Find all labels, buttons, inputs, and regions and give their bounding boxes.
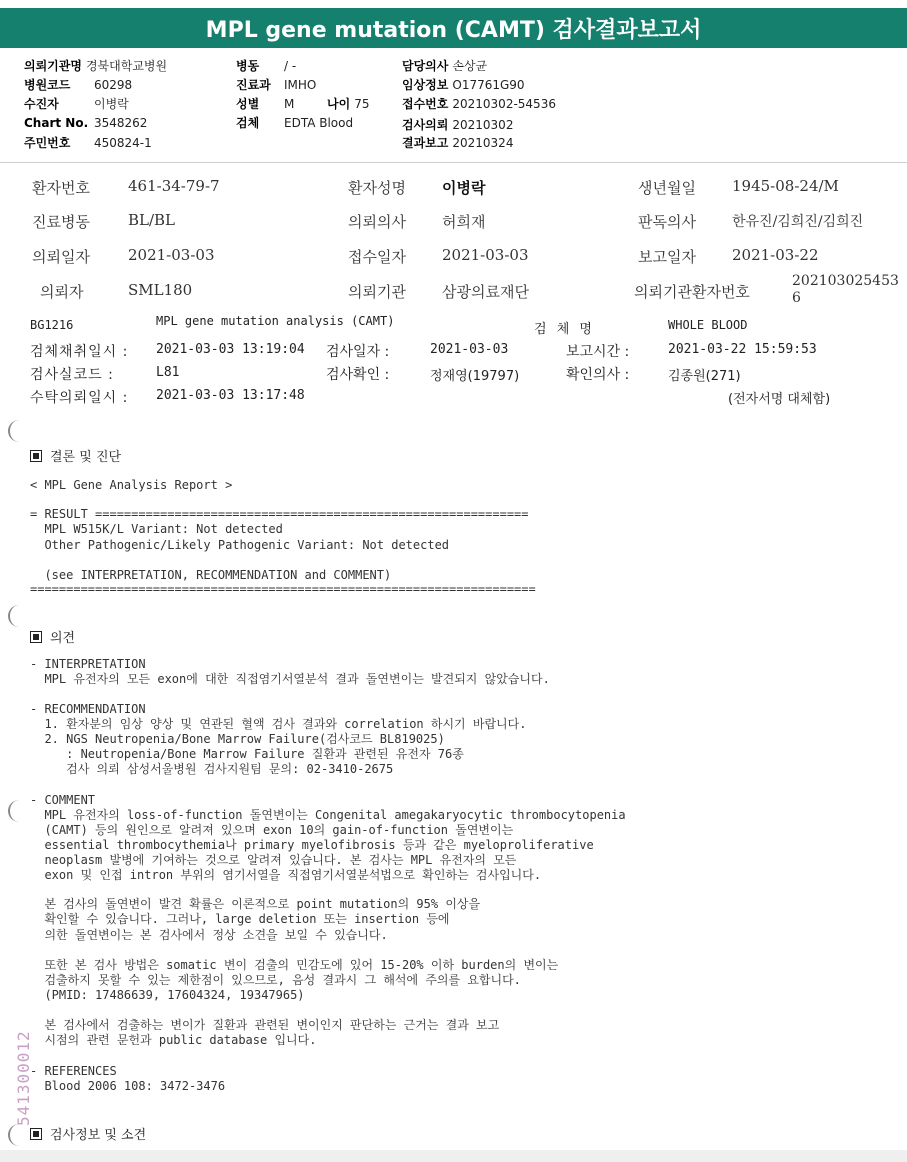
reqday-label: 의뢰일자 <box>32 248 90 266</box>
exam-label: 검사일자 : <box>326 344 390 360</box>
opinion-line: 의한 돌연변이는 본 검사에서 정상 소견을 보일 수 있습니다. <box>30 928 388 942</box>
chart-label: Chart No. <box>24 116 89 130</box>
opinion-line: - REFERENCES <box>30 1064 117 1078</box>
report-time-value: 2021-03-22 15:59:53 <box>668 342 817 357</box>
binding-curl-mark <box>8 420 20 442</box>
recday-label: 접수일자 <box>348 248 406 266</box>
collect-label: 검체채취일시 : <box>30 344 129 360</box>
test-name: MPL gene mutation analysis (CAMT) <box>156 314 395 328</box>
name-label: 환자성명 <box>348 179 406 197</box>
report-line: (see INTERPRETATION, RECOMMENDATION and COMMENT) <box>30 568 392 582</box>
inst-label: 의뢰기관 <box>348 283 406 301</box>
opinion-line: Blood 2006 108: 3472-3476 <box>30 1079 226 1093</box>
opinion-line: 확인할 수 있습니다. 그러나, large deletion 또는 insertion 등에 <box>30 912 450 926</box>
opinion-line: essential thrombocythemia나 primary myelofibrosis 등과 같은 myeloproliferative <box>30 838 594 852</box>
pward-value: BL/BL <box>128 211 176 229</box>
opinion-line: 본 검사의 돌연변이 발견 확률은 이론적으로 point mutation의 95% 이상을 <box>30 897 481 911</box>
hospital-code-label: 병원코드 <box>24 78 71 92</box>
section-conclusion <box>30 446 121 465</box>
report-title: MPL gene mutation (CAMT) 검사결과보고서 <box>205 17 702 43</box>
section-box-icon <box>30 631 42 643</box>
resident-value: 450824-1 <box>94 136 152 150</box>
clinical-row <box>402 76 525 93</box>
report-line: Other Pathogenic/Likely Pathogenic Variant: Not detected <box>30 538 450 552</box>
confirm-doc-label: 확인의사 : <box>566 367 630 383</box>
section-opinion-title: 의견 <box>50 631 76 646</box>
opinion-line: MPL 유전자의 loss-of-function 돌연변이는 Congenital amegakaryocytic thrombocytopenia <box>30 808 626 822</box>
hospital-code-value: 60298 <box>94 78 133 92</box>
ward-value: / - <box>284 59 297 73</box>
side-number: 541300012 <box>14 1030 33 1126</box>
req-date-label: 검사의뢰 <box>402 118 449 132</box>
opinion-line: (CAMT) 등의 원인으로 알려져 있으며 exon 10의 gain-of-function 돌연변이는 <box>30 823 514 837</box>
receiver-label: 수진자 <box>24 97 59 111</box>
report-line: ====================================================================== <box>30 582 536 596</box>
section-info <box>30 1124 146 1143</box>
hospital-value: 경북대학교병원 <box>85 59 168 73</box>
reqdoc-label: 의뢰의사 <box>348 213 406 231</box>
chart-row <box>24 116 147 130</box>
binding-curl-mark <box>8 605 20 627</box>
reqdoc-value: 허희재 <box>442 213 486 231</box>
requester-label: 의뢰자 <box>40 283 84 301</box>
req-date-value: 20210302 <box>452 118 514 132</box>
doctor-value: 손상균 <box>452 59 488 73</box>
section-info-title: 검사정보 및 소견 <box>50 1128 147 1143</box>
exam-value: 2021-03-03 <box>430 342 509 357</box>
specimen-label: 검체 <box>236 116 260 130</box>
resident-label: 주민번호 <box>24 136 71 150</box>
repday-label: 보고일자 <box>638 248 696 266</box>
report-title-banner <box>0 8 907 48</box>
clinical-value: O17761G90 <box>452 78 525 92</box>
sex-row <box>236 95 294 112</box>
name-value: 이병락 <box>442 179 486 197</box>
confirm-doc-value: 김종원(271) <box>668 369 741 384</box>
requester-value: SML180 <box>128 281 193 299</box>
chart-value: 3548262 <box>94 116 148 130</box>
pid-label: 환자번호 <box>32 179 90 197</box>
ward-label: 병동 <box>236 59 260 73</box>
opinion-line: neoplasm 발병에 기여하는 것으로 알려져 있습니다. 본 검사는 MPL 유전자의 모든 <box>30 853 517 867</box>
dept-row <box>236 76 316 93</box>
clinical-label: 임상정보 <box>402 78 449 92</box>
binding-curl-mark <box>8 1124 20 1146</box>
opinion-line: (PMID: 17486639, 17604324, 19347965) <box>30 988 305 1002</box>
collect-value: 2021-03-03 13:19:04 <box>156 342 305 357</box>
opinion-line: MPL 유전자의 모든 exon에 대한 직접염기서열분석 결과 돌연변이는 발견되지 않았습니다. <box>30 672 550 686</box>
section-box-icon <box>30 1128 42 1140</box>
report-line: < MPL Gene Analysis Report > <box>30 478 233 492</box>
recday-value: 2021-03-03 <box>442 246 529 264</box>
age-row <box>327 95 369 112</box>
page-bottom-strip <box>0 1150 907 1162</box>
opinion-line: 시점의 관련 문헌과 public database 입니다. <box>30 1033 317 1047</box>
test-specimen-value: WHOLE BLOOD <box>668 318 748 332</box>
report-date-row <box>402 134 513 151</box>
sex-value: M <box>284 97 295 111</box>
opinion-line: - INTERPRETATION <box>30 657 146 671</box>
section-opinion <box>30 627 75 646</box>
pward-label: 진료병동 <box>32 213 90 231</box>
report-date-value: 20210324 <box>452 136 514 150</box>
repday-value: 2021-03-22 <box>732 246 819 264</box>
report-date-label: 결과보고 <box>402 136 449 150</box>
section-conclusion-title: 결론 및 진단 <box>50 450 122 465</box>
order-label: 수탁의뢰일시 : <box>30 390 129 406</box>
specimen-value: EDTA Blood <box>284 116 354 130</box>
section-box-icon <box>30 450 42 462</box>
accession-row <box>402 95 556 112</box>
opinion-line: : Neutropenia/Bone Marrow Failure 질환과 관련된 유전자 76종 <box>30 747 464 761</box>
confirm-value: 정재영(19797) <box>430 369 520 384</box>
dept-label: 진료과 <box>236 78 271 92</box>
pid-value: 461-34-79-7 <box>128 177 220 195</box>
receiver-value: 이병락 <box>94 97 129 111</box>
patient-info <box>0 165 907 310</box>
esign-note: (전자서명 대체함) <box>728 392 831 407</box>
ward-row <box>236 57 296 74</box>
instpid-label: 의뢰기관환자번호 <box>634 283 750 301</box>
accession-label: 접수번호 <box>402 97 449 111</box>
header-info <box>0 48 907 163</box>
binding-curl-mark <box>8 800 20 822</box>
inst-value: 삼광의료재단 <box>442 283 529 301</box>
opinion-line: exon 및 인접 intron 부위의 염기서열을 직접염기서열분석법으로 확인하는 검사입니다. <box>30 868 542 882</box>
hospital-row <box>24 57 167 74</box>
side-number-stamp <box>14 1006 34 1126</box>
opinion-line: - COMMENT <box>30 793 96 807</box>
room-value: L81 <box>156 365 180 380</box>
instpid-value-2: 6 <box>792 290 801 306</box>
dob-value: 1945-08-24/M <box>732 177 839 195</box>
age-label: 나이 <box>327 97 351 111</box>
hospital-code-row <box>24 76 132 93</box>
opinion-line: 본 검사에서 검출하는 변이가 질환과 관련된 변이인지 판단하는 근거는 결과 보고 <box>30 1018 500 1032</box>
readdoc-label: 판독의사 <box>638 213 696 231</box>
req-date-row <box>402 116 513 133</box>
hospital-label: 의뢰기관명 <box>24 59 82 73</box>
receiver-row <box>24 95 129 112</box>
opinion-line: 또한 본 검사 방법은 somatic 변이 검출의 민감도에 있어 15-20% 이하 burden의 변이는 <box>30 958 559 972</box>
resident-row <box>24 134 152 151</box>
instpid-value-1: 202103025453 <box>792 273 899 289</box>
readdoc-value: 한유진/김희진/김희진 <box>732 214 864 230</box>
report-line: MPL W515K/L Variant: Not detected <box>30 522 283 536</box>
report-line: = RESULT ============================================================ <box>30 507 529 521</box>
specimen-row <box>236 114 353 131</box>
opinion-line: 검사 의뢰 삼성서울병원 검사지원팀 문의: 02-3410-2675 <box>30 762 394 776</box>
doctor-label: 담당의사 <box>402 59 449 73</box>
order-value: 2021-03-03 13:17:48 <box>156 388 305 403</box>
doctor-row <box>402 57 487 74</box>
opinion-line: 1. 환자분의 임상 양상 및 연관된 혈액 검사 결과와 correlation 하시기 바랍니다. <box>30 717 527 731</box>
age-value: 75 <box>354 97 370 111</box>
reqday-value: 2021-03-03 <box>128 246 215 264</box>
dob-label: 생년월일 <box>638 179 696 197</box>
opinion-line: 검출하지 못할 수 있는 제한점이 있으므로, 음성 결과시 그 해석에 주의를 요합니다. <box>30 973 521 987</box>
confirm-label: 검사확인 : <box>326 367 390 383</box>
opinion-line: 2. NGS Neutropenia/Bone Marrow Failure(검사코드 BL819025) <box>30 732 445 746</box>
sex-label: 성별 <box>236 97 260 111</box>
report-time-label: 보고시간 : <box>566 344 630 360</box>
opinion-line: - RECOMMENDATION <box>30 702 146 716</box>
dept-value: IMHO <box>284 78 317 92</box>
accession-value: 20210302-54536 <box>452 97 556 111</box>
test-specimen-label: 검 체 명 <box>534 322 595 337</box>
test-code: BG1216 <box>30 318 74 332</box>
room-label: 검사실코드 : <box>30 367 114 383</box>
